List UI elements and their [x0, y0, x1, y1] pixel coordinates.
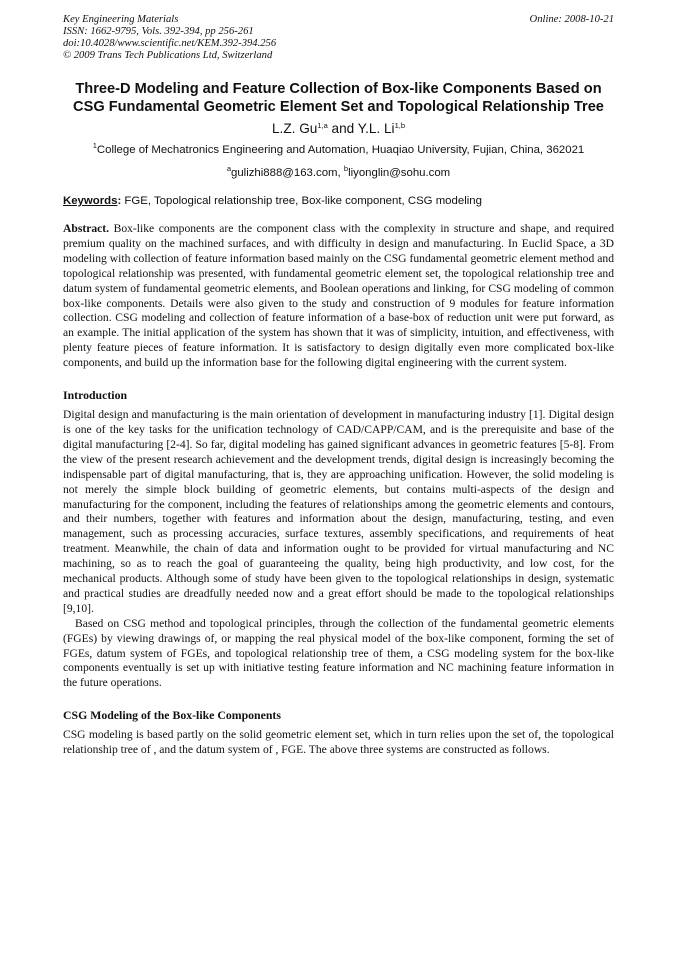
keywords-colon: :: [117, 195, 122, 207]
abstract-label: Abstract.: [63, 222, 110, 235]
abstract-text: Box-like components are the component class with the complexity in structure and shape, and required premium quality on the machined surfaces, and with difficulty in design and manufacturing. In Euclid Space, a 3D modeling with collection of feature information based mainly on the CSG fundamental geometric element method and topological relationship was presented, with fundamental geometric element set, the topological relationship tree and datum system of fundamental geometric elements, and Boolean operations and linking, for CSG modeling of common box-like components. Details were also given to the study and construction of 9 modules for feature information collection. CSG modeling and collection of feature information of a base-box of reduction unit were put forward, as an example. The initial application of the system has shown that it was of simplicity, intuition, and effectiveness, with plenty feature pieces of feature information. It is satisfactory to design digitally even more complicated box-like components, and build up the information base for the following digital engineering with the current system.: [63, 222, 614, 370]
email-address-b[interactable]: liyonglin@sohu.com: [348, 167, 451, 179]
email-address-a[interactable]: gulizhi888@163.com,: [231, 167, 344, 179]
affiliation-superscript: 1: [92, 141, 97, 150]
keywords-label: Keywords: [63, 195, 118, 207]
journal-name: Key Engineering Materials: [63, 14, 179, 25]
email-superscript: b: [343, 164, 349, 173]
section-heading-introduction: Introduction: [63, 388, 128, 403]
author-name: L.Z. Gu: [272, 121, 318, 136]
email-line: [63, 166, 614, 180]
paper-title: Three-D Modeling and Feature Collection of Box-like Components Based on CSG Fundamental Geometric Element Set and Topological Relationship Tree: [73, 81, 604, 115]
csg-paragraph-1: CSG modeling is based partly on the solid geometric element set, which in turn relies upon the set of, the topological relationship tree of , and the datum system of , FGE. The above three systems are constructed as follows.: [63, 728, 614, 757]
online-date: Online: 2008-10-21: [529, 14, 614, 25]
introduction-paragraph-2: Based on CSG method and topological principles, through the collection of the fundamental geometric elements (FGEs) by viewing drawings of, or mapping the real physical model of the box-like component, forming the set of FGEs, datum system of FGEs, and topological relationship tree of them, a CSG modeling system for the box-like components eventually is set up with initiative testing feature information and NC machining feature information in the future operations.: [63, 616, 614, 690]
doi-link[interactable]: doi:10.4028/www.scientific.net/KEM.392-394.256: [63, 38, 277, 49]
introduction-paragraph-1: Digital design and manufacturing is the main orientation of development in manufacturing industry [1]. Digital design is one of the key tasks for the unification technology of CAD/CAPP/CAM, and is the prerequisite and base of the digital manufacturing [2-4]. So far, digital modeling has gained significant advances in geometric features [5-8]. From the view of the present research achievement and the development trends, digital design is increasingly becoming the indispensable part of digital manufacturing, that is, they are approaching unification. However, the solid modeling is not merely the simple block building of geometric elements, but contains multi-aspects of the design and manufacturing for the component, including the features of relationships among the geometric elements and contours, and their numbers, together with features and information about the design, manufacturing, testing, and even management, such as processing accuracies, surface textures, assembly specifications, and requirements of heat treatment. Meanwhile, the chain of data and information ought to be provided for virtual manufacturing and NC machining, so as to reach the goal of guaranteeing the quality, being high productivity, and low cost, for the mechanical products. Although some of study have been given to the topological relationships in design, systematic and practical studies are dreadfully needed now and a great effort should be made to the topological relationships [9,10].: [63, 408, 614, 615]
paper-page: [63, 14, 614, 758]
author-line: [63, 120, 614, 138]
running-header: [63, 14, 614, 62]
keywords-line: [63, 194, 614, 208]
issn-line: ISSN: 1662-9795, Vols. 392-394, pp 256-261: [63, 26, 254, 37]
author-conjunction: and: [327, 121, 358, 136]
author-superscript: 1,a: [317, 121, 328, 130]
author-name: Y.L. Li: [357, 121, 395, 136]
affiliation: [63, 143, 614, 157]
keywords-text: FGE, Topological relationship tree, Box-like component, CSG modeling: [121, 195, 482, 207]
doi-line[interactable]: [63, 38, 614, 50]
email-superscript: a: [226, 164, 231, 173]
copyright-line: © 2009 Trans Tech Publications Ltd, Switzerland: [63, 50, 273, 61]
affiliation-text: College of Mechatronics Engineering and Automation, Huaqiao University, Fujian, China, 362021: [96, 144, 585, 156]
abstract-paragraph: [63, 222, 614, 371]
author-superscript: 1,b: [394, 121, 405, 130]
section-heading-csg-modeling: CSG Modeling of the Box-like Components: [63, 708, 281, 723]
